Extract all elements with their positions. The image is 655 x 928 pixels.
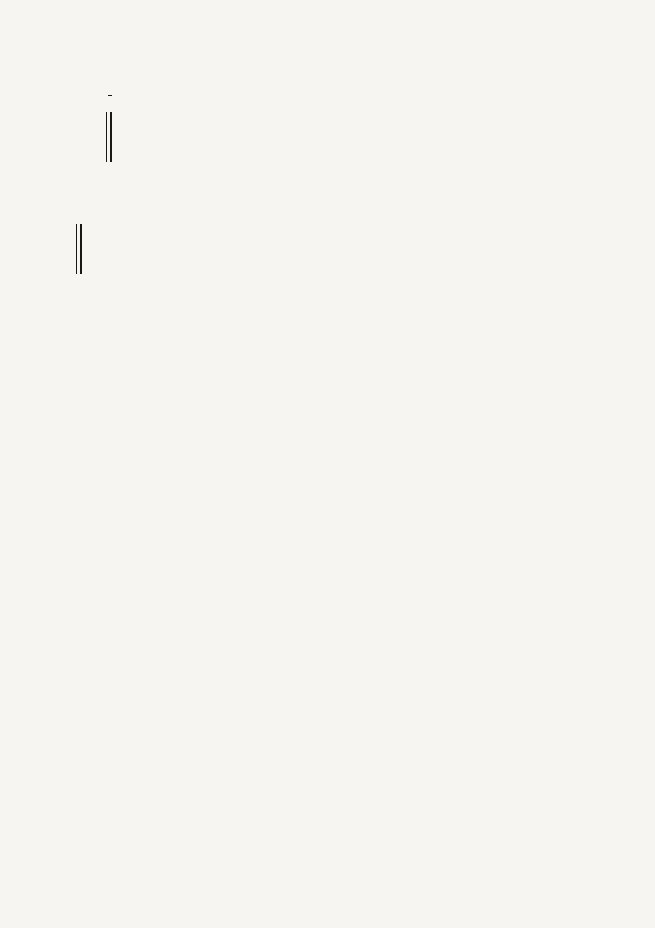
time-signature [108,95,112,96]
key-signature [96,95,655,96]
system-one [66,110,595,208]
time-signature-numerator [108,95,112,96]
system-bracket [76,224,82,274]
system-bracket [106,112,112,162]
part-labels [66,110,104,164]
system-two [66,222,595,276]
